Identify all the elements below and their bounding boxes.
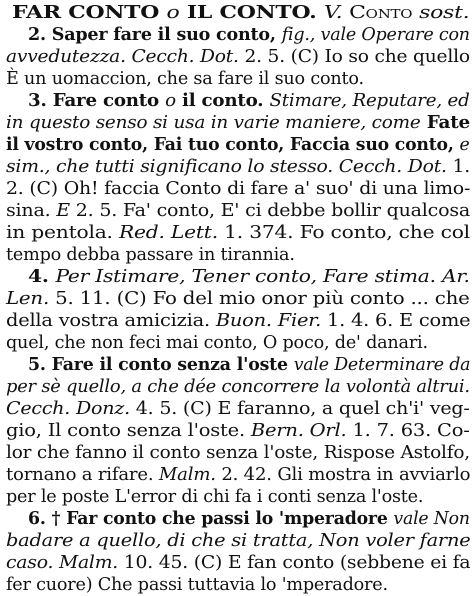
text-line bbox=[6, 222, 470, 244]
text-line bbox=[28, 24, 470, 46]
text-segment: 6. † Far conto che passi lo 'mperadore bbox=[28, 508, 394, 529]
text-segment: o bbox=[165, 91, 176, 111]
text-line bbox=[6, 244, 295, 266]
text-segment: badare a quello, di che si tratta, Non voler farne bbox=[6, 531, 471, 551]
text-segment: 3. Fare conto bbox=[28, 90, 166, 111]
text-segment: il vostro conto, Fai tuo conto, Faccia suo conto, bbox=[6, 134, 460, 155]
text-segment: fig., vale Operare con bbox=[281, 25, 470, 45]
text-segment: sim., che tutti significano lo stesso. Cecch. Dot. bbox=[6, 157, 447, 177]
text-segment: in pentola. bbox=[6, 223, 119, 243]
text-segment: Per Istimare, Tener conto, Fare stima. Ar. bbox=[55, 267, 470, 287]
text-segment: 2. Saper fare il suo conto, bbox=[28, 24, 282, 45]
text-line bbox=[6, 486, 423, 508]
text-segment: IL CONTO. bbox=[179, 2, 324, 23]
text-segment: o bbox=[166, 3, 180, 23]
text-segment: della vostra amicizia. bbox=[6, 311, 216, 331]
text-segment: fer cuore) Che passi tuttavia lo 'mperadore. bbox=[6, 575, 388, 595]
text-segment: E bbox=[56, 201, 70, 221]
text-segment: FAR CONTO bbox=[12, 2, 167, 23]
text-segment: Bern. Orl. bbox=[250, 421, 347, 441]
text-segment: 1. 374. Fo conto, che col bbox=[217, 223, 470, 243]
text-segment: gio, Il conto senza l'oste. bbox=[6, 421, 251, 441]
text-line bbox=[6, 68, 364, 90]
text-segment: vale Determinare da bbox=[293, 355, 471, 375]
text-line bbox=[6, 46, 470, 68]
text-segment: 1. 7. 63. Co- bbox=[346, 421, 470, 441]
text-line bbox=[28, 354, 470, 376]
text-segment: vale Non bbox=[393, 509, 470, 529]
text-line bbox=[6, 332, 428, 354]
text-segment: sost. bbox=[412, 3, 470, 23]
text-segment: 4. 5. (C) E faranno, a quel ch'i' veg- bbox=[129, 399, 470, 419]
text-segment: 4. bbox=[28, 266, 56, 287]
text-segment: Len. bbox=[6, 289, 50, 309]
text-segment: 10. 45. (C) E fan conto (sebbene ei fa bbox=[118, 553, 471, 573]
text-line bbox=[6, 376, 470, 398]
text-line bbox=[6, 464, 470, 486]
text-segment: lor che fanno il conto senza l'oste, Rispose Astolfo, bbox=[6, 443, 470, 463]
text-line bbox=[28, 266, 470, 288]
text-line bbox=[6, 574, 388, 596]
text-segment: Cecch. Donz. bbox=[6, 399, 130, 419]
text-segment: Red. Lett. bbox=[118, 223, 218, 243]
text-segment: 2. 5. (C) Io so che quello bbox=[238, 47, 470, 67]
text-segment: avvedutezza. Cecch. Dot. bbox=[6, 47, 239, 67]
text-segment: quel, che non feci mai conto, O poco, de' danari. bbox=[6, 333, 428, 353]
text-segment: il conto. bbox=[175, 90, 270, 111]
text-line bbox=[28, 90, 470, 112]
text-segment: Conto bbox=[349, 3, 413, 23]
text-line bbox=[6, 442, 470, 464]
text-line bbox=[6, 134, 470, 156]
text-segment: 1. 4. 6. E come bbox=[321, 311, 471, 331]
text-line bbox=[6, 552, 470, 574]
text-line bbox=[6, 156, 470, 178]
text-line bbox=[6, 420, 470, 442]
text-segment: sina. bbox=[6, 201, 57, 221]
text-line bbox=[6, 178, 470, 200]
text-line bbox=[28, 508, 470, 530]
text-segment: 2. (C) Oh! faccia Conto di fare a' suo' di una limo- bbox=[6, 179, 471, 199]
text-segment: 1. bbox=[446, 157, 471, 177]
text-segment: Malm. bbox=[158, 465, 216, 485]
text-segment: per sè quello, a che dée concorrere la volontà altrui. bbox=[6, 377, 470, 397]
text-line bbox=[6, 530, 470, 552]
text-segment: 5. Fare il conto senza l'oste bbox=[28, 354, 294, 375]
text-line bbox=[6, 288, 470, 310]
text-segment: per le poste L'error di chi fa i conti senza l'oste. bbox=[6, 487, 424, 507]
text-line bbox=[6, 112, 470, 134]
text-segment: V. bbox=[323, 3, 350, 23]
text-segment: 2. 42. Gli mostra in avviarlo bbox=[215, 465, 471, 485]
text-segment: tornano a rifare. bbox=[6, 465, 159, 485]
text-line bbox=[6, 310, 470, 332]
text-segment: Buon. Fier. bbox=[215, 311, 322, 331]
text-segment: È un uomaccion, che sa fare il suo conto. bbox=[6, 69, 364, 89]
text-segment: Fate bbox=[420, 112, 471, 133]
text-line bbox=[6, 398, 470, 420]
text-segment: in questo senso si usa in varie maniere, come bbox=[6, 113, 421, 133]
text-segment: Stimare, Reputare, ed bbox=[269, 91, 470, 111]
text-line bbox=[6, 200, 470, 222]
text-line bbox=[12, 2, 469, 24]
text-segment: e bbox=[459, 135, 470, 155]
text-segment: caso. Malm. bbox=[6, 553, 119, 573]
text-segment: tempo debba passare in tirannia. bbox=[6, 245, 295, 265]
text-segment: 2. 5. Fa' conto, E' ci debbe bollir qualcosa bbox=[69, 201, 470, 221]
text-segment: 5. 11. (C) Fo del mio onor più conto ... che bbox=[49, 289, 470, 309]
